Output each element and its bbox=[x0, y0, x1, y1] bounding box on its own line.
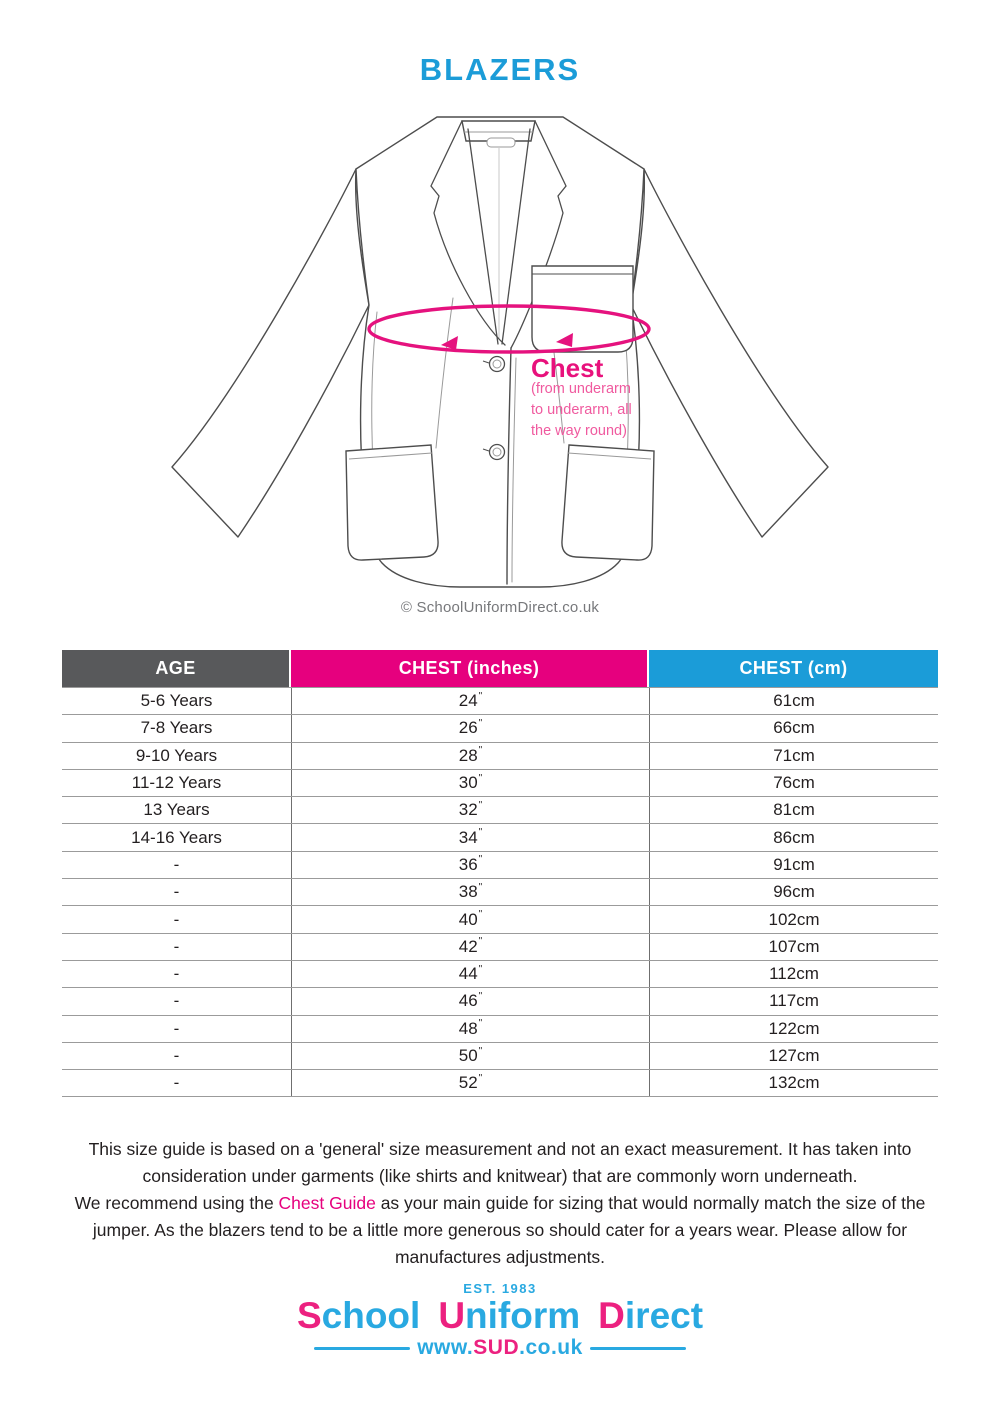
blazer-diagram bbox=[150, 95, 850, 615]
cell-age: 14-16 Years bbox=[131, 827, 222, 847]
cell-age: - bbox=[173, 991, 180, 1011]
cell-chest-inches: 52 " bbox=[291, 1070, 649, 1096]
cell-chest-cm: 71cm bbox=[649, 743, 938, 769]
chest-label: Chest bbox=[531, 353, 604, 383]
inch-mark: " bbox=[478, 690, 483, 702]
cell-age: - bbox=[173, 854, 180, 874]
footer-logo bbox=[0, 1281, 1000, 1360]
inch-mark: " bbox=[478, 772, 483, 784]
table-row bbox=[62, 715, 938, 742]
notes-p2-before: We recommend using the bbox=[74, 1193, 279, 1213]
table-row bbox=[62, 770, 938, 797]
cell-chest-cm: 81cm bbox=[649, 797, 938, 823]
logo-url-row bbox=[0, 1336, 1000, 1360]
page-title: BLAZERS bbox=[419, 52, 581, 87]
blazer-left-sleeve bbox=[172, 169, 369, 537]
size-table-body bbox=[62, 687, 938, 1097]
left-hip-pocket bbox=[346, 445, 438, 560]
table-row bbox=[62, 934, 938, 961]
table-row bbox=[62, 852, 938, 879]
chest-sublabel-line1: (from underarm bbox=[531, 381, 631, 397]
size-table-header bbox=[62, 650, 938, 687]
table-row bbox=[62, 797, 938, 824]
diagram-copyright: © SchoolUniformDirect.co.uk bbox=[400, 599, 600, 616]
cell-chest-inches: 36 " bbox=[291, 852, 649, 878]
table-row bbox=[62, 1043, 938, 1070]
cell-chest-inches: 26 " bbox=[291, 715, 649, 741]
cell-chest-inches: 38 " bbox=[291, 879, 649, 905]
inch-mark: " bbox=[478, 1018, 483, 1030]
header-age: AGE bbox=[62, 650, 291, 687]
cell-chest-cm: 86cm bbox=[649, 824, 938, 850]
notes-p2-after: as your main guide for sizing that would normally match the size of the jumper. As the blazers tend to be a little more generous so should cater for a years wear. Please allow for manufactures adjustments. bbox=[92, 1193, 926, 1267]
cell-chest-cm: 127cm bbox=[649, 1043, 938, 1069]
inch-mark: " bbox=[478, 854, 483, 866]
inch-mark: " bbox=[478, 1072, 483, 1084]
table-row bbox=[62, 988, 938, 1015]
cell-chest-cm: 91cm bbox=[649, 852, 938, 878]
logo-est-text: EST. 1983 bbox=[463, 1281, 537, 1296]
size-guide-notes bbox=[50, 1136, 950, 1271]
hanging-loop bbox=[487, 138, 515, 147]
table-row bbox=[62, 1016, 938, 1043]
cell-chest-cm: 96cm bbox=[649, 879, 938, 905]
logo-brand-text bbox=[0, 1297, 1000, 1335]
table-row bbox=[62, 688, 938, 715]
cell-chest-cm: 122cm bbox=[649, 1016, 938, 1042]
cell-chest-cm: 112cm bbox=[649, 961, 938, 987]
right-hip-pocket bbox=[562, 445, 654, 560]
cell-chest-inches: 50 " bbox=[291, 1043, 649, 1069]
inch-mark: " bbox=[478, 990, 483, 1002]
inch-mark: " bbox=[478, 827, 483, 839]
inch-mark: " bbox=[478, 881, 483, 893]
inch-mark: " bbox=[478, 936, 483, 948]
cell-age: - bbox=[173, 882, 180, 902]
chest-guide-highlight: Chest Guide bbox=[278, 1193, 376, 1213]
cell-chest-inches: 42 " bbox=[291, 934, 649, 960]
table-row bbox=[62, 961, 938, 988]
table-row bbox=[62, 1070, 938, 1097]
cell-chest-cm: 66cm bbox=[649, 715, 938, 741]
cell-age: - bbox=[173, 909, 180, 929]
inch-mark: " bbox=[478, 745, 483, 757]
table-row bbox=[62, 879, 938, 906]
inch-mark: " bbox=[478, 1045, 483, 1057]
cell-chest-inches: 40 " bbox=[291, 906, 649, 932]
cell-chest-cm: 107cm bbox=[649, 934, 938, 960]
cell-chest-inches: 24 " bbox=[291, 688, 649, 714]
table-row bbox=[62, 743, 938, 770]
cell-age: - bbox=[173, 1046, 180, 1065]
header-chest-cm: CHEST (cm) bbox=[649, 650, 938, 687]
cell-age: 9-10 Years bbox=[135, 745, 218, 765]
chest-sublabel-line2: to underarm, all bbox=[531, 402, 632, 418]
notes-paragraph-2 bbox=[50, 1190, 950, 1271]
size-table bbox=[62, 650, 938, 1097]
chest-sublabel-line3: the way round) bbox=[531, 423, 627, 439]
cell-chest-cm: 76cm bbox=[649, 770, 938, 796]
cell-chest-inches: 28 " bbox=[291, 743, 649, 769]
table-row bbox=[62, 906, 938, 933]
cell-chest-cm: 61cm bbox=[649, 688, 938, 714]
logo-word-uniform: Uniform bbox=[438, 1295, 581, 1336]
inch-mark: " bbox=[478, 909, 483, 921]
blazer-right-sleeve bbox=[631, 169, 828, 537]
cell-chest-cm: 117cm bbox=[649, 988, 938, 1014]
header-chest-inches: CHEST (inches) bbox=[291, 650, 649, 687]
logo-url-text: www.SUD.co.uk bbox=[417, 1336, 583, 1359]
cell-age: 7-8 Years bbox=[140, 718, 213, 738]
inch-mark: " bbox=[478, 799, 483, 811]
cell-age: - bbox=[173, 1018, 180, 1038]
cell-age: 13 Years bbox=[143, 800, 210, 820]
cell-chest-inches: 46 " bbox=[291, 988, 649, 1014]
cell-age: - bbox=[173, 964, 180, 984]
url-left-line bbox=[314, 1347, 410, 1350]
cell-chest-inches: 34 " bbox=[291, 824, 649, 850]
cell-chest-inches: 30 " bbox=[291, 770, 649, 796]
cell-age: 5-6 Years bbox=[140, 691, 213, 711]
cell-chest-inches: 48 " bbox=[291, 1016, 649, 1042]
inch-mark: " bbox=[478, 963, 483, 975]
logo-word-school: School bbox=[296, 1295, 421, 1336]
cell-chest-inches: 32 " bbox=[291, 797, 649, 823]
notes-paragraph-1: This size guide is based on a 'general' size measurement and not an exact measurement. It has taken into consideration under garments (like shirts and knitwear) that are commonly worn underneath. bbox=[88, 1139, 912, 1186]
table-row bbox=[62, 824, 938, 851]
cell-chest-inches: 44 " bbox=[291, 961, 649, 987]
inch-mark: " bbox=[478, 717, 483, 729]
cell-age: 11-12 Years bbox=[131, 773, 222, 793]
cell-age: - bbox=[173, 936, 180, 956]
url-right-line bbox=[590, 1347, 686, 1350]
cell-chest-cm: 102cm bbox=[649, 906, 938, 932]
logo-word-direct: Direct bbox=[598, 1295, 704, 1336]
cell-chest-cm: 132cm bbox=[649, 1070, 938, 1096]
cell-age: - bbox=[173, 1073, 180, 1093]
